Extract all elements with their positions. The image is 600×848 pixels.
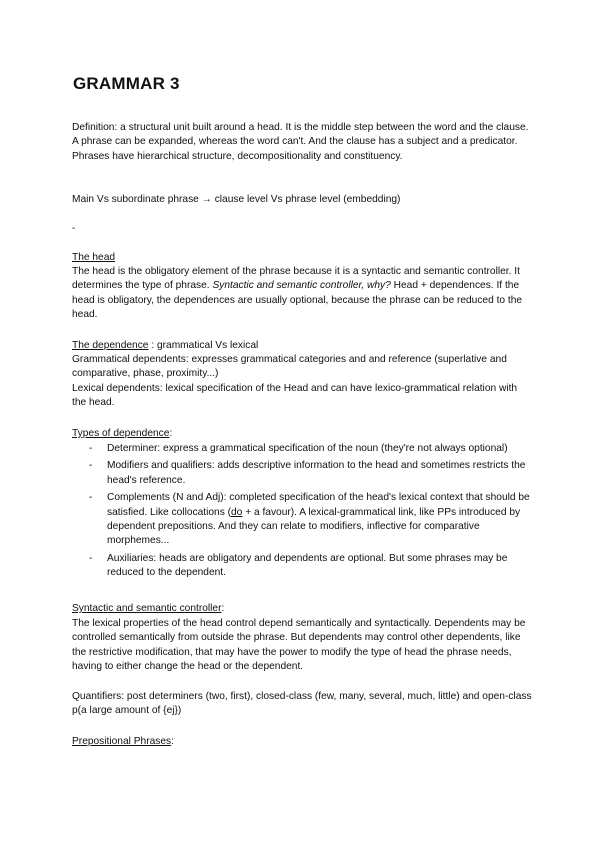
list-item-text-b: + a favour). A lexical-grammatical link, like PPs introduced by dependent prepositions. And they can relate to modifiers, inflective for comparative morphemes... (107, 506, 521, 547)
dash-bullet: - (89, 492, 93, 504)
list-item (72, 442, 534, 456)
dash-bullet: - (89, 443, 93, 454)
grammatical-dependents-paragraph: Grammatical dependents: expresses grammatical categories and and reference (superlative and comparative, phase, proximity...) (72, 354, 507, 380)
document-title: GRAMMAR 3 (73, 74, 180, 93)
types-heading-text: Types of dependence (72, 428, 170, 439)
prepositional-heading-text: Prepositional Phrases (72, 736, 172, 747)
quantifiers-paragraph: Quantifiers: post determiners (two, first), closed-class (few, many, several, much, little) and open-class p(a large amount of {ej}) (72, 691, 532, 717)
controller-paragraph: The lexical properties of the head control depend semantically and syntactically. Dependents may be controlled semantically from outside the phrase. But dependents may control other dependents, like the restrictive modification, that may have the power to modify the type of head the phrase needs, having to either change the head or the dependent. (72, 618, 526, 673)
dependence-heading-rest: : grammatical Vs lexical (148, 340, 259, 351)
head-paragraph (72, 265, 534, 323)
dependence-heading (72, 339, 534, 353)
types-heading (72, 427, 534, 441)
dash-bullet: - (89, 552, 93, 564)
controller-heading-text: Syntactic and semantic controller (72, 603, 222, 614)
lexical-dependents-paragraph: Lexical dependents: lexical specification of the Head and can have lexico-grammatical relation with the head. (72, 383, 518, 409)
list-item (72, 552, 534, 581)
list-item-text: Auxiliaries: heads are obligatory and dependents are optional. But some phrases may be reduced to the dependent. (107, 552, 508, 579)
head-heading (72, 251, 534, 265)
prepositional-heading (72, 735, 534, 749)
list-item-text: Modifiers and qualifiers: adds descriptive information to the head and sometimes restricts the head's reference. (107, 460, 526, 486)
separator-dash: - (72, 223, 76, 234)
list-item-underlined: do (231, 506, 243, 518)
list-item (72, 459, 534, 488)
definition-paragraph: Definition: a structural unit built around a head. It is the middle step between the word and the clause. A phrase can be expanded, whereas the word can't. And the clause has a subject and a predicator. Phrases have hierarchical structure, decompositionality and constituency. (72, 122, 529, 162)
prepositional-heading-rest: : (171, 736, 174, 747)
dependence-heading-text: The dependence (72, 340, 149, 351)
list-item-text: Determiner: express a grammatical specification of the noun (they're not always optional) (107, 443, 508, 454)
types-list (72, 442, 534, 584)
controller-heading-rest: : (221, 603, 225, 614)
controller-heading (72, 602, 534, 616)
main-vs-subordinate-line: Main Vs subordinate phrase → clause level Vs phrase level (embedding) (72, 194, 401, 205)
head-heading-text: The head (72, 252, 116, 263)
head-text-b: Head + dependences. If the head is obligatory, the dependences are usually optional, because the phrase can be reduced to the head. (72, 280, 523, 321)
types-heading-rest: : (169, 428, 173, 439)
dash-bullet: - (89, 460, 93, 472)
list-item-text-a: Complements (N and Adj): completed specification of the head's lexical context that should be satisfied. Like collocations ( (107, 492, 530, 518)
head-text-italic: Syntactic and semantic controller, why? (212, 280, 391, 292)
head-text-a: The head is the obligatory element of the phrase because it is a syntactic and semantic controller. It determines the type of phrase. (72, 266, 520, 292)
list-item (72, 491, 534, 549)
